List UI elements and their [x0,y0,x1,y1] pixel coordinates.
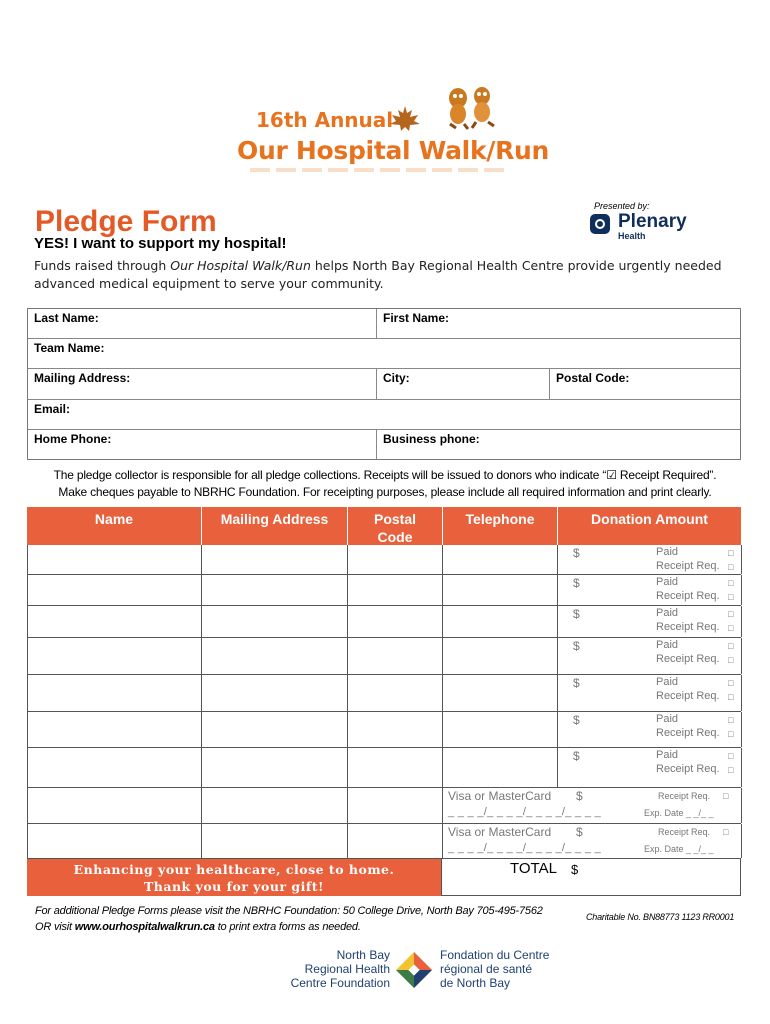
total-label: TOTAL [510,860,557,877]
telephone-cell[interactable] [442,545,557,574]
footer-visit-pre: OR visit [35,921,75,933]
table-row [27,748,741,788]
card-number-blank: _ _ _ _/_ _ _ _/_ _ _ _/_ _ _ _ [448,806,602,818]
home-phone-label: Home Phone: [34,432,112,446]
receipt-req-label: Receipt Req. [656,621,720,633]
footer-note [35,903,543,935]
foundation-logo-icon [394,950,434,990]
sponsor-name: Plenary [618,211,687,232]
paid-label: Paid [656,639,679,651]
paid-label: Paid [656,546,679,558]
instruction-line-1: The pledge collector is responsible for all pledge collections. Receipts will be issued to donors who indicate “☑ Receipt Required”. [53,468,717,482]
form-subtitle: YES! I want to support my hospital! [34,235,287,252]
receipt-req-label: Receipt Req. [656,590,720,602]
table-row [27,545,741,575]
table-row [27,638,741,675]
foundation-name-french [440,948,549,990]
form-description [34,257,739,293]
description-event-name: Our Hospital Walk/Run [170,258,311,273]
row-right-border [741,748,742,787]
last-name-field[interactable] [28,309,376,338]
telephone-cell[interactable] [442,748,557,787]
event-title: Our Hospital Walk/Run [237,136,550,165]
email-label: Email: [34,402,71,416]
row-right-border [741,824,742,858]
event-annual-label: 16th Annual [256,108,394,132]
first-name-label: First Name: [383,311,450,325]
address-cell[interactable] [201,638,347,674]
name-cell[interactable] [27,545,201,574]
footer-visit-post: to print extra forms as needed. [214,921,361,933]
paid-label: Paid [656,713,679,725]
row-right-border [741,545,742,574]
address-cell[interactable] [201,824,347,858]
total-field[interactable] [441,859,741,896]
row-right-border [741,638,742,674]
foundation-fr-line: de North Bay [440,976,511,990]
postal-code-cell[interactable] [347,575,442,605]
team-name-field[interactable] [28,339,741,368]
foundation-fr-line: régional de santé [440,962,533,976]
business-phone-label: Business phone: [383,432,480,446]
exp-date-label: Exp. Date _ _/_ _ [644,808,714,818]
name-cell[interactable] [27,788,201,823]
slogan-line-2: Thank you for your gift! [143,879,325,894]
address-cell[interactable] [201,575,347,605]
info-row-names [28,309,740,339]
name-cell[interactable] [27,638,201,674]
receipt-checkbox[interactable]: □ [728,765,734,775]
postal-code-cell[interactable] [347,712,442,747]
telephone-cell[interactable] [442,575,557,605]
card-type-label: Visa or MasterCard [448,825,552,839]
row-right-border [741,606,742,637]
col-header-name: Name [94,511,134,527]
event-title-underline [250,168,510,172]
footer-line-1: For additional Pledge Forms please visit the NBRHC Foundation: 50 College Drive, North Bay 705-495-7562 [35,905,543,917]
dollar-sign: $ [573,676,580,690]
postal-code-cell[interactable] [347,748,442,787]
table-row [27,575,741,606]
address-cell[interactable] [201,748,347,787]
name-cell[interactable] [27,575,201,605]
foundation-fr-line: Fondation du Centre [440,948,550,962]
card-type-label: Visa or MasterCard [448,789,552,803]
card-number-blank: _ _ _ _/_ _ _ _/_ _ _ _/_ _ _ _ [448,842,602,854]
receipt-checkbox[interactable]: □ [728,592,734,602]
city-field[interactable] [377,369,549,399]
foundation-en-line: North Bay [336,948,390,962]
table-row [27,606,741,638]
dollar-sign: $ [576,789,583,803]
telephone-cell[interactable] [442,638,557,674]
paid-checkbox[interactable]: □ [728,548,734,558]
sponsor-logo-icon [590,214,610,234]
dollar-sign: $ [573,639,580,653]
postal-code-cell[interactable] [347,824,442,858]
mailing-address-label: Mailing Address: [34,371,131,385]
dollar-sign: $ [573,546,580,560]
business-phone-field[interactable] [377,430,741,460]
foundation-name-english [290,948,390,990]
donation-table [27,507,741,859]
mascot-runners-icon [440,84,502,130]
dollar-sign: $ [576,825,583,839]
home-phone-field[interactable] [28,430,376,460]
paid-checkbox[interactable]: □ [728,609,734,619]
first-name-field[interactable] [377,309,741,338]
col-header-mailing-address: Mailing Address [220,511,329,527]
postal-code-cell[interactable] [347,788,442,823]
website-link[interactable]: www.ourhospitalwalkrun.ca [74,921,215,933]
table-row [27,675,741,712]
receipt-req-label: Receipt Req. [658,791,711,801]
info-row-phones [28,430,740,460]
paid-label: Paid [656,607,679,619]
team-name-label: Team Name: [34,341,105,355]
name-cell[interactable] [27,712,201,747]
postal-code-cell[interactable] [347,545,442,574]
receipt-req-label: Receipt Req. [656,690,720,702]
receipt-req-label: Receipt Req. [656,727,720,739]
receipt-req-label: Receipt Req. [656,560,720,572]
postal-code-field[interactable] [550,369,741,399]
footer-line-2 [35,919,543,935]
address-cell[interactable] [201,788,347,823]
dollar-sign: $ [573,607,580,621]
paid-label: Paid [656,576,679,588]
table-row [27,824,741,859]
receipt-checkbox[interactable]: □ [728,655,734,665]
collector-info-box [27,308,741,460]
description-pre: Funds raised through [34,258,171,273]
name-cell[interactable] [27,675,201,711]
paid-checkbox[interactable]: □ [728,578,734,588]
receipt-checkbox[interactable]: □ [728,623,734,633]
name-cell[interactable] [27,748,201,787]
info-row-team [28,339,740,369]
receipt-req-label: Receipt Req. [656,763,720,775]
receipt-req-label: Receipt Req. [658,827,711,837]
form-title: Pledge Form [35,205,217,238]
receipt-checkbox[interactable]: □ [723,791,729,801]
city-label: City: [383,371,410,385]
postal-code-cell[interactable] [347,606,442,637]
info-row-email [28,400,740,430]
presented-by-label: Presented by: [594,201,650,211]
email-field[interactable] [28,400,741,429]
dollar-sign: $ [573,713,580,727]
receipt-req-label: Receipt Req. [656,653,720,665]
slogan-line-1: Enhancing your healthcare, close to home. [73,862,395,877]
receipt-checkbox[interactable]: □ [728,692,734,702]
total-dollar-sign: $ [571,862,579,877]
telephone-cell[interactable] [442,606,557,637]
charitable-number: Charitable No. BN88773 1123 RR0001 [586,912,735,922]
telephone-cell[interactable] [442,675,557,711]
row-right-border [741,712,742,747]
exp-date-label: Exp. Date _ _/_ _ [644,844,714,854]
name-cell[interactable] [27,824,201,858]
mailing-address-field[interactable] [28,369,376,399]
table-header [27,507,741,545]
col-header-donation-amount: Donation Amount [591,511,708,527]
table-row [27,712,741,748]
dollar-sign: $ [573,576,580,590]
telephone-cell[interactable] [442,712,557,747]
info-row-address [28,369,740,400]
paid-checkbox[interactable]: □ [728,715,734,725]
receipt-checkbox[interactable]: □ [728,562,734,572]
row-right-border [741,575,742,605]
foundation-en-line: Regional Health [304,962,390,976]
paid-label: Paid [656,676,679,688]
dollar-sign: $ [573,749,580,763]
receipt-checkbox[interactable]: □ [728,729,734,739]
paid-checkbox[interactable]: □ [728,641,734,651]
address-cell[interactable] [201,606,347,637]
postal-code-cell[interactable] [347,638,442,674]
row-right-border [741,788,742,823]
paid-checkbox[interactable]: □ [728,751,734,761]
row-right-border [741,675,742,711]
last-name-label: Last Name: [34,311,99,325]
postal-code-cell[interactable] [347,675,442,711]
address-cell[interactable] [201,712,347,747]
address-cell[interactable] [201,675,347,711]
col-header-postal-code: Postal Code [373,511,416,545]
sponsor-subname: Health [618,231,646,241]
foundation-en-line: Centre Foundation [290,976,390,990]
table-row [27,788,741,824]
receipt-checkbox[interactable]: □ [723,827,729,837]
col-header-telephone: Telephone [465,511,535,527]
instruction-line-2: Make cheques payable to NBRHC Foundation. For receipting purposes, please include all required information and print clearly. [58,485,712,499]
slogan-banner [27,859,441,896]
description-post: helps North Bay Regional Health Centre provide urgently needed advanced medical equipment to serve your community. [34,258,722,291]
maple-leaf-icon [388,104,422,134]
paid-label: Paid [656,749,679,761]
name-cell[interactable] [27,606,201,637]
postal-code-label: Postal Code: [556,371,630,385]
address-cell[interactable] [201,545,347,574]
paid-checkbox[interactable]: □ [728,678,734,688]
